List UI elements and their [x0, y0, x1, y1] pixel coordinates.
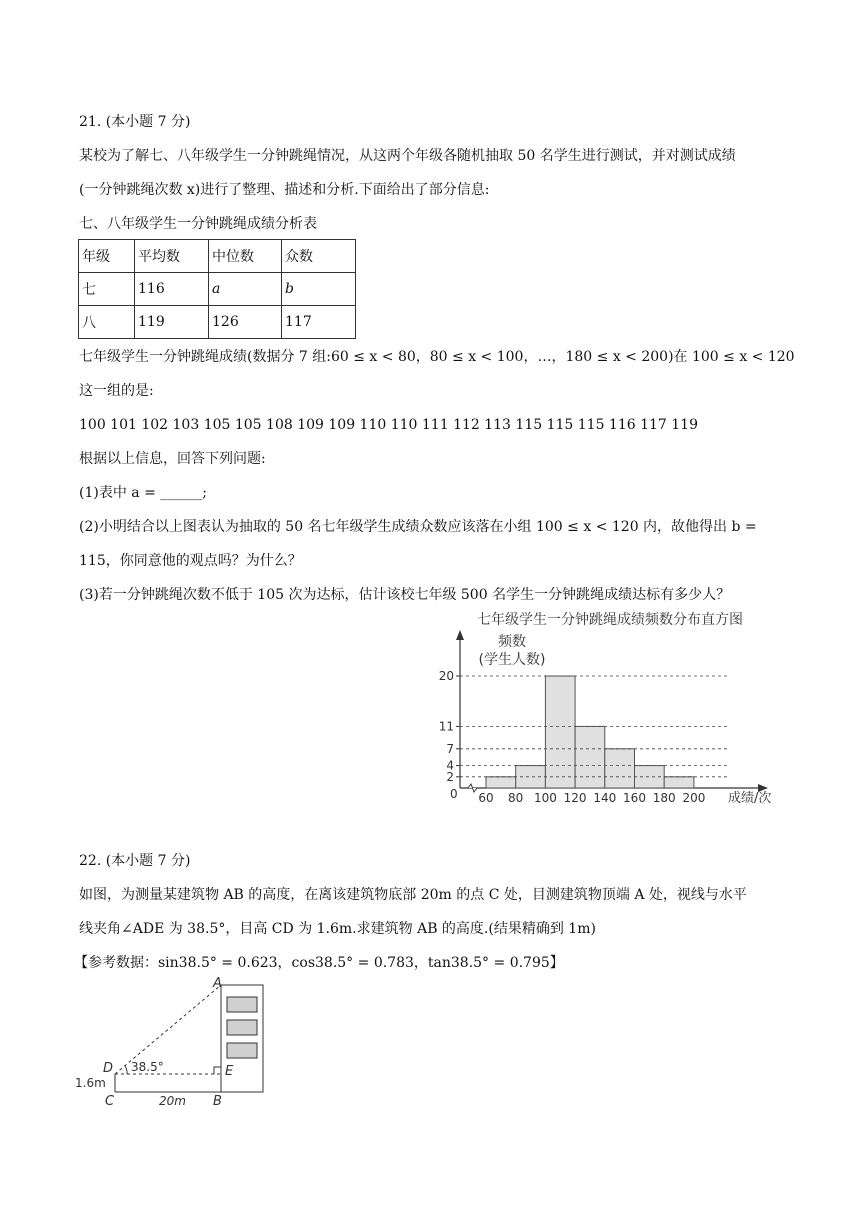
histogram-chart	[430, 608, 790, 808]
building-window	[227, 997, 257, 1012]
point-label-a: A	[213, 976, 222, 991]
q22-reference-data: 【参考数据：sin38.5° = 0.623，cos38.5° = 0.783，tan38.5° = 0.795】	[74, 955, 564, 971]
q21-answer-prompt: 根据以上信息，回答下列问题:	[79, 451, 266, 467]
q21-table-title: 七、八年级学生一分钟跳绳成绩分析表	[79, 216, 317, 232]
histogram-bar	[545, 676, 575, 788]
q21-header: 21. (本小题 7 分)	[79, 114, 191, 130]
table-header-cell: 年级	[79, 240, 135, 273]
table-header-cell: 中位数	[209, 240, 282, 273]
y-tick-label: 7	[446, 741, 454, 756]
q22-line1: 如图，为测量某建筑物 AB 的高度，在离该建筑物底部 20m 的点 C 处，目测建筑物顶端 A 处，视线与水平	[79, 887, 747, 903]
q21-group-line1: 七年级学生一分钟跳绳成绩(数据分 7 组:60 ≤ x < 80，80 ≤ x < 100，…，180 ≤ x < 200)在 100 ≤ x < 120	[79, 349, 795, 365]
table-cell: a	[209, 273, 282, 306]
histogram-bar	[486, 777, 516, 788]
analysis-table	[78, 239, 356, 339]
table-cell: 七	[79, 273, 135, 306]
chart-origin-label: 0	[450, 787, 458, 801]
histogram-bar	[605, 749, 635, 788]
distance-label: 20m	[159, 1094, 186, 1105]
x-tick-label: 180	[652, 791, 676, 805]
q21-sub3: (3)若一分钟跳绳次数不低于 105 次为达标，估计该校七年级 500 名学生一分钟跳绳成绩达标有多少人？	[79, 587, 731, 603]
building-figure	[75, 975, 275, 1105]
chart-title: 七年级学生一分钟跳绳成绩频数分布直方图	[477, 612, 743, 628]
angle-arc	[125, 1066, 127, 1074]
x-tick-label: 120	[563, 791, 587, 805]
x-tick-label: 80	[508, 791, 524, 805]
x-tick-label: 60	[478, 791, 494, 805]
q21-data-list: 100 101 102 103 105 105 108 109 109 110 110 111 112 113 115 115 115 116 117 119	[79, 417, 698, 433]
y-tick-label: 2	[446, 769, 454, 784]
chart-ylabel-line2: (学生人数)	[478, 652, 546, 668]
q21-sub2-line2: 115，你同意他的观点吗？为什么？	[79, 553, 302, 569]
q21-group-line2: 这一组的是:	[79, 383, 154, 399]
building-window	[227, 1043, 257, 1058]
q22-line2: 线夹角∠ADE 为 38.5°，目高 CD 为 1.6m.求建筑物 AB 的高度.(结果精确到 1m)	[79, 921, 596, 937]
histogram-bar	[575, 726, 605, 788]
table-cell: b	[282, 273, 356, 306]
table-cell: 116	[135, 273, 209, 306]
building-window	[227, 1020, 257, 1035]
table-header-row	[79, 240, 356, 273]
x-tick-label: 100	[533, 791, 557, 805]
y-tick-label: 11	[438, 719, 454, 734]
table-cell: 八	[79, 306, 135, 339]
angle-label: 38.5°	[131, 1060, 164, 1074]
point-label-e: E	[225, 1064, 234, 1079]
x-tick-label: 200	[682, 791, 706, 805]
q21-sub2-line1: (2)小明结合以上图表认为抽取的 50 名七年级学生成绩众数应该落在小组 100 ≤ x < 120 内，故他得出 b =	[79, 519, 757, 535]
point-label-d: D	[103, 1061, 114, 1076]
table-row	[79, 273, 356, 306]
q22-header: 22. (本小题 7 分)	[79, 853, 191, 869]
chart-ylabel-line1: 频数	[498, 634, 526, 650]
table-header-cell: 众数	[282, 240, 356, 273]
right-angle-mark	[214, 1067, 221, 1074]
height-label: 1.6m	[75, 1076, 106, 1090]
y-axis-arrow	[456, 630, 464, 640]
point-label-c: C	[105, 1094, 115, 1105]
point-label-b: B	[213, 1094, 222, 1105]
q21-sub1: (1)表中 a = ______;	[79, 485, 207, 501]
table-cell: 126	[209, 306, 282, 339]
y-tick-label: 20	[438, 669, 454, 683]
table-cell: 117	[282, 306, 356, 339]
x-tick-label: 160	[623, 791, 646, 805]
table-cell: 119	[135, 306, 209, 339]
x-tick-label: 140	[593, 791, 617, 805]
table-header-cell: 平均数	[135, 240, 209, 273]
chart-xlabel: 成绩/次	[728, 791, 772, 806]
q21-intro-line2: (一分钟跳绳次数 x)进行了整理、描述和分析.下面给出了部分信息:	[79, 182, 490, 198]
histogram-bar	[664, 777, 694, 788]
q21-intro-line1: 某校为了解七、八年级学生一分钟跳绳情况，从这两个年级各随机抽取 50 名学生进行测试，并对测试成绩	[79, 148, 736, 164]
table-row	[79, 306, 356, 339]
y-tick-label: 4	[446, 758, 454, 773]
